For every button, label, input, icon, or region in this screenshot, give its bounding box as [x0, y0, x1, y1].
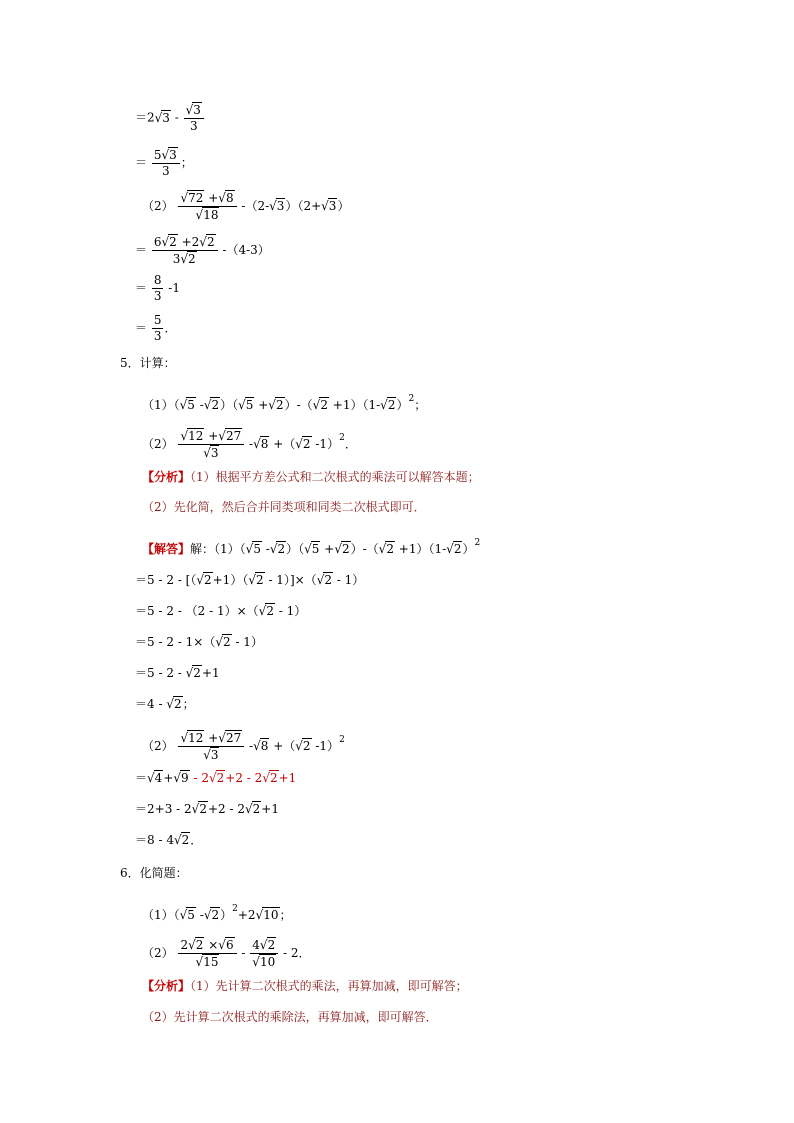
question-6-part-2: （2） $\frac{2√2 \times√6}{√15}$ - $\frac{4√2}{√10}$ - 2．: [142, 937, 311, 970]
solution-step: ＝8 - 4√2．: [135, 832, 203, 848]
math-text: ）: [337, 199, 350, 213]
question-5-heading: 5．计算：: [120, 356, 176, 370]
math-text: ．: [164, 321, 177, 335]
step-line: [135, 313, 177, 344]
sqrt: √3: [154, 110, 170, 125]
math-text: ＝2: [135, 110, 155, 125]
math-text: ＝: [135, 321, 148, 335]
solution-step: ＝4 - √2；: [135, 696, 195, 712]
analysis-6-line-1: 【分析】（1）先计算二次根式的乘法，再算加减，即可解答；: [142, 979, 468, 993]
solution-step: （2） $\frac{√12 +√27}{√3}$ -√8 +（√2 -1）$^2$: [142, 730, 345, 763]
step-line: [142, 190, 349, 223]
question-5-part-1: （1）（√5 $-√2)(√5 +√2)-(√2 +1)(1-√2)^2$；: [142, 394, 427, 413]
solution-tag: 【解答】: [142, 542, 191, 556]
solution-step: ＝5 - 2 - √2+1: [135, 665, 220, 681]
math-text: ）（2+: [285, 199, 322, 213]
solution-step: ＝5 - 2 - 1×（√2 - 1）: [135, 634, 263, 650]
solution-step: ＝5 - 2 - （2 - 1）×（√2 - 1）: [135, 603, 307, 619]
math-text: （2）: [142, 199, 174, 213]
sqrt: √3: [321, 198, 337, 214]
math-text: -（4-3）: [218, 243, 270, 257]
math-text: ；: [180, 155, 193, 170]
math-text: ＝: [135, 155, 148, 170]
solution-step: ＝2+3 - 2√2+2 - 2√2+1: [135, 801, 279, 817]
analysis-tag: 【分析】: [142, 470, 191, 484]
analysis-tag: 【分析】: [142, 979, 191, 993]
step-line: [135, 147, 193, 179]
math-text: ＝: [135, 243, 148, 257]
math-text: -1: [164, 281, 180, 295]
analysis-5-line-2: （2）先化简，然后合并同类项和同类二次根式即可．: [142, 500, 426, 514]
question-6-heading: 6．化简题：: [120, 866, 188, 880]
step-line: [135, 102, 205, 134]
fraction: $\frac{5√3}{3}$: [152, 147, 180, 179]
fraction: $\frac{√3}{3}$: [184, 102, 204, 134]
question-5-part-2: （2） $\frac{√12 +√27}{√3}$ -√8 +（√2 -1）$^2$．: [142, 428, 357, 461]
solution-step: ＝√4+√9 - 2√2+2 - 2√2+1: [135, 770, 297, 786]
question-6-part-1: （1）（√5 -√2）$^2$+2√10；: [142, 904, 292, 923]
fraction: $\frac{6√2 +2√2}{3√2}$: [152, 234, 218, 267]
analysis-6-line-2: （2）先计算二次根式的乘除法，再算加减，即可解答．: [142, 1010, 438, 1024]
sqrt: √3: [269, 198, 285, 214]
step-line: [135, 234, 270, 267]
solution-step: ＝5 - 2 - [（√2+1）（√2 - 1）]×（√2 - 1）: [135, 572, 365, 588]
math-text: ＝: [135, 281, 148, 295]
math-text: -: [170, 110, 179, 125]
fraction: $\frac{8}{3}$: [153, 273, 162, 303]
step-line: [135, 273, 180, 304]
fraction: $\frac{5}{3}$: [153, 313, 162, 343]
solution-5-heading: 【解答】解：（1）（√5 $-√2)(√5 +√2)-(√2 +1)(1-√2)^2$: [142, 538, 481, 557]
math-text: -（2-: [237, 199, 270, 213]
analysis-5-line-1: 【分析】（1）根据平方差公式和二次根式的乘法可以解答本题；: [142, 470, 480, 484]
fraction: $\frac{√72 +√8}{√18}$: [178, 190, 236, 223]
